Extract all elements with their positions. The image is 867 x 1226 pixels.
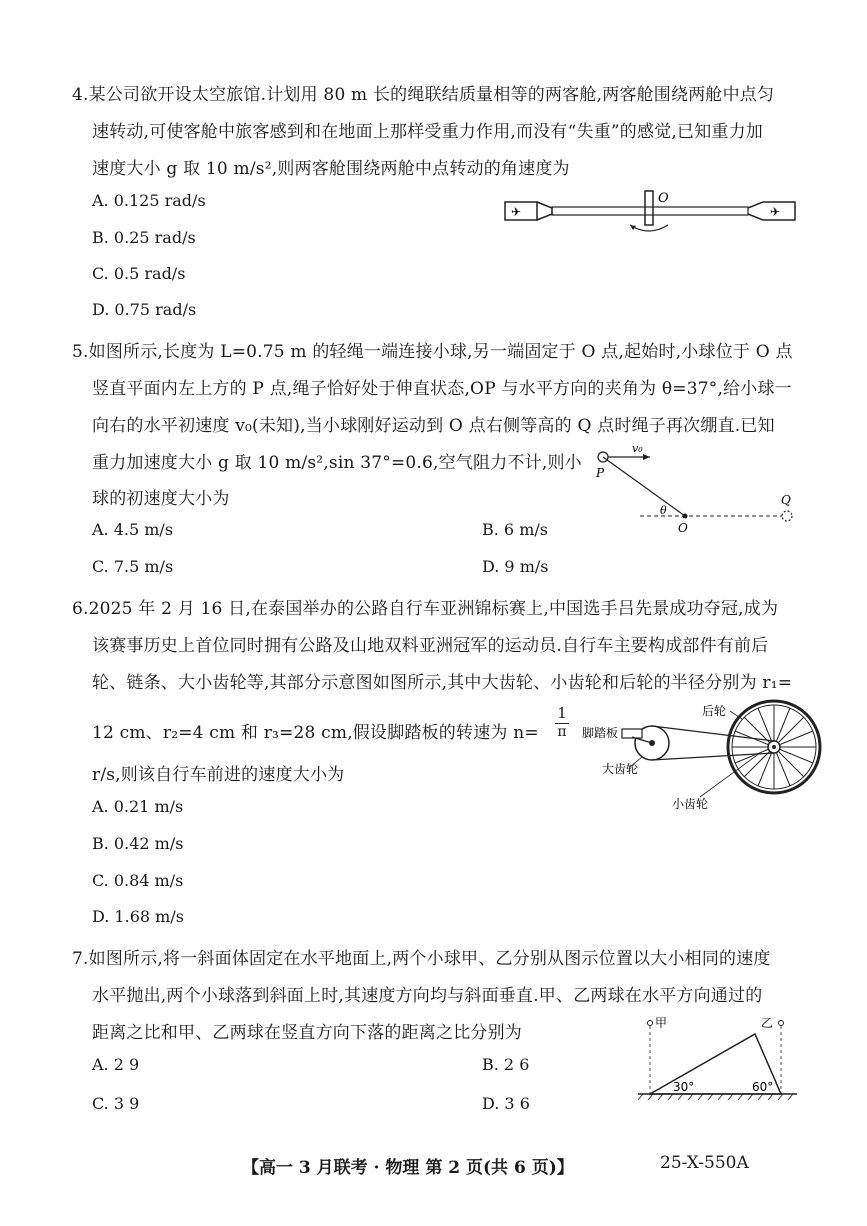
q5-line-4: 重力加速度大小 g 取 10 m/s²,sin 37°=0.6,空气阻力不计,则小 bbox=[92, 453, 582, 473]
svg-text:✈: ✈ bbox=[511, 205, 522, 219]
left-cabin bbox=[505, 202, 552, 220]
svg-text:✈: ✈ bbox=[770, 205, 781, 219]
fraction-denominator: π bbox=[555, 723, 569, 740]
q7-line-3: 距离之比和甲、乙两球在竖直方向下落的距离之比分别为 bbox=[92, 1023, 522, 1043]
big-sprocket-label: 大齿轮 bbox=[602, 762, 639, 776]
q7-incline-figure bbox=[635, 1012, 800, 1107]
footer-code: 25-X-550A bbox=[660, 1153, 749, 1173]
p-label: P bbox=[596, 466, 605, 480]
point-o-label: O bbox=[658, 191, 669, 206]
q6-line-1: 6.2025 年 2 月 16 日,在泰国举办的公路自行车亚洲锦标赛上,中国选手吕先景成功夺冠,成为 bbox=[72, 599, 779, 619]
o-label: O bbox=[678, 521, 688, 535]
rear-wheel bbox=[728, 701, 820, 793]
v0-label: v₀ bbox=[632, 442, 643, 455]
q7-option-a: A. 2 9 bbox=[92, 1055, 140, 1074]
q5-option-d: D. 9 m/s bbox=[482, 557, 549, 576]
q4-option-a: A. 0.125 rad/s bbox=[92, 191, 206, 210]
q6-option-a: A. 0.21 m/s bbox=[92, 797, 184, 816]
q5-option-c: C. 7.5 m/s bbox=[92, 557, 174, 576]
q6-bicycle-figure bbox=[582, 695, 822, 820]
ball-q bbox=[782, 511, 792, 521]
q6-option-d: D. 1.68 m/s bbox=[92, 907, 184, 926]
fraction-numerator: 1 bbox=[557, 704, 567, 722]
ground-hatch bbox=[638, 1094, 793, 1100]
q7-option-c: C. 3 9 bbox=[92, 1094, 140, 1113]
q6-option-b: B. 0.42 m/s bbox=[92, 834, 184, 853]
q6-fraction bbox=[555, 704, 569, 740]
q5-line-5: 球的初速度大小为 bbox=[92, 489, 230, 509]
pedal bbox=[622, 729, 642, 738]
q5-option-a: A. 4.5 m/s bbox=[92, 520, 174, 539]
ball-yi bbox=[779, 1021, 784, 1026]
rotation-arrow-icon bbox=[630, 225, 668, 231]
q5-line-1: 5.如图所示,长度为 L=0.75 m 的轻绳一端连接小球,另一端固定于 O 点,起始时,小球位于 O 点 bbox=[72, 342, 793, 362]
q7-option-b: B. 2 6 bbox=[482, 1055, 530, 1074]
q4-option-d: D. 0.75 rad/s bbox=[92, 300, 197, 319]
q6-line-3: 轮、链条、大小齿轮等,其部分示意图如图所示,其中大齿轮、小齿轮和后轮的半径分别为 r₁= bbox=[92, 673, 793, 693]
q6-line-2: 该赛事历史上首位同时拥有公路及山地双料亚洲冠军的运动员.自行车主要构成部件有前后 bbox=[92, 636, 769, 656]
q7-line-2: 水平抛出,两个小球落到斜面上时,其速度方向均与斜面垂直.甲、乙两球在水平方向通过的 bbox=[92, 986, 763, 1006]
connecting-rope bbox=[552, 207, 748, 215]
yi-label: 乙 bbox=[761, 1016, 774, 1030]
q6-line-4: 12 cm、r₂=4 cm 和 r₃=28 cm,假设脚踏板的转速为 n= bbox=[92, 723, 539, 743]
q5-option-b: B. 6 m/s bbox=[482, 520, 548, 539]
q6-line-5: r/s,则该自行车前进的速度大小为 bbox=[92, 765, 345, 785]
q4-line-2: 速转动,可使客舱中旅客感到和在地面上那样受重力作用,而没有“失重”的感觉,已知重力加 bbox=[92, 122, 763, 142]
ball-jia bbox=[648, 1021, 653, 1026]
point-o bbox=[683, 514, 688, 519]
angle-60-label: 60° bbox=[752, 1080, 774, 1094]
q5-line-3: 向右的水平初速度 v₀(未知),当小球刚好运动到 O 点右侧等高的 Q 点时绳子再次绷直.已知 bbox=[92, 416, 775, 436]
rope-op bbox=[603, 457, 685, 516]
q4-line-1: 4.某公司欲开设太空旅馆.计划用 80 m 长的绳联结质量相等的两客舱,两客舱围绕两舱中点匀 bbox=[72, 85, 775, 105]
small-sprocket-label: 小齿轮 bbox=[672, 797, 709, 811]
q5-rope-figure bbox=[590, 440, 800, 535]
q4-space-hotel-figure bbox=[500, 185, 800, 245]
q7-line-1: 7.如图所示,将一斜面体固定在水平地面上,两个小球甲、乙分别从图示位置以大小相同的速度 bbox=[72, 949, 771, 969]
angle-30-label: 30° bbox=[673, 1080, 695, 1094]
q5-line-2: 竖直平面内左上方的 P 点,绳子恰好处于伸直状态,OP 与水平方向的夹角为 θ=37°,给小球一 bbox=[92, 379, 792, 399]
q4-option-c: C. 0.5 rad/s bbox=[92, 264, 186, 283]
theta-label: θ bbox=[660, 504, 667, 517]
q-label: Q bbox=[781, 493, 791, 507]
q6-option-c: C. 0.84 m/s bbox=[92, 871, 184, 890]
rear-wheel-label: 后轮 bbox=[702, 704, 727, 718]
jia-label: 甲 bbox=[655, 1016, 668, 1030]
q7-option-d: D. 3 6 bbox=[482, 1094, 530, 1113]
pedal-label: 脚踏板 bbox=[582, 726, 619, 740]
right-cabin bbox=[748, 202, 795, 220]
center-axis bbox=[645, 191, 653, 225]
q4-option-b: B. 0.25 rad/s bbox=[92, 228, 196, 247]
footer-title: 【高一 3 月联考 · 物理 第 2 页(共 6 页)】 bbox=[242, 1158, 574, 1178]
q4-line-3: 速度大小 g 取 10 m/s²,则两客舱围绕两舱中点转动的角速度为 bbox=[92, 159, 570, 179]
